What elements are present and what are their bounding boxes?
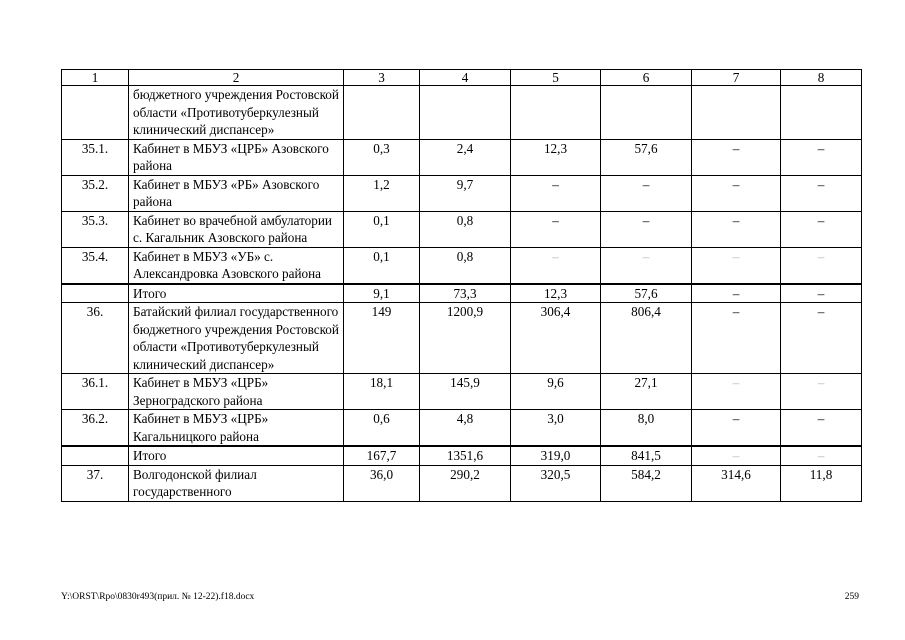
name-cell: Батайский филиал государственного бюджетного учреждения Ростовской области «Противотуберкулезный клинический диспансер»	[129, 303, 344, 374]
value-cell: –	[692, 446, 781, 465]
column-number-1: 1	[62, 70, 129, 86]
value-cell: 0,8	[420, 247, 511, 284]
row-number-cell	[62, 86, 129, 140]
value-cell: –	[601, 175, 692, 211]
value-cell: –	[781, 211, 862, 247]
row-number-cell: 36.1.	[62, 374, 129, 410]
row-number-cell: 37.	[62, 465, 129, 501]
value-cell: 4,8	[420, 410, 511, 447]
value-cell: –	[692, 139, 781, 175]
value-cell: 145,9	[420, 374, 511, 410]
value-cell: 12,3	[511, 284, 601, 303]
name-cell: Кабинет в МБУЗ «ЦРБ» Зерноградского района	[129, 374, 344, 410]
value-cell: 1200,9	[420, 303, 511, 374]
row-number-cell: 35.3.	[62, 211, 129, 247]
value-cell: 584,2	[601, 465, 692, 501]
value-cell: 8,0	[601, 410, 692, 447]
value-cell: 9,6	[511, 374, 601, 410]
table-row	[62, 211, 862, 247]
value-cell: 12,3	[511, 139, 601, 175]
table-row	[62, 86, 862, 140]
row-number-cell	[62, 284, 129, 303]
value-cell: 0,1	[344, 247, 420, 284]
table-row	[62, 175, 862, 211]
value-cell: 57,6	[601, 284, 692, 303]
name-cell: Кабинет в МБУЗ «ЦРБ» Азовского района	[129, 139, 344, 175]
name-cell: бюджетного учреждения Ростовской области «Противотуберкулезный клинический диспансер»	[129, 86, 344, 140]
row-number-cell	[62, 446, 129, 465]
value-cell: 1351,6	[420, 446, 511, 465]
value-cell: 320,5	[511, 465, 601, 501]
name-cell: Кабинет в МБУЗ «ЦРБ» Кагальницкого района	[129, 410, 344, 447]
value-cell: 18,1	[344, 374, 420, 410]
value-cell: 1,2	[344, 175, 420, 211]
value-cell: –	[692, 410, 781, 447]
page-number: 259	[844, 592, 859, 602]
value-cell: –	[692, 303, 781, 374]
value-cell: –	[692, 211, 781, 247]
value-cell: 167,7	[344, 446, 420, 465]
value-cell: 306,4	[511, 303, 601, 374]
value-cell: –	[511, 247, 601, 284]
value-cell: 11,8	[781, 465, 862, 501]
column-number-5: 5	[511, 70, 601, 86]
name-cell: Итого	[129, 284, 344, 303]
table-header-row	[62, 70, 862, 86]
table-row	[62, 446, 862, 465]
table-row	[62, 465, 862, 501]
name-cell: Волгодонской филиал государственного	[129, 465, 344, 501]
column-number-8: 8	[781, 70, 862, 86]
value-cell: 27,1	[601, 374, 692, 410]
value-cell: 36,0	[344, 465, 420, 501]
row-number-cell: 36.	[62, 303, 129, 374]
column-number-6: 6	[601, 70, 692, 86]
value-cell: –	[601, 247, 692, 284]
value-cell: –	[511, 211, 601, 247]
name-cell: Кабинет в МБУЗ «РБ» Азовского района	[129, 175, 344, 211]
value-cell: 2,4	[420, 139, 511, 175]
data-table	[61, 69, 862, 502]
value-cell: –	[511, 175, 601, 211]
value-cell: 0,8	[420, 211, 511, 247]
value-cell	[511, 86, 601, 140]
value-cell: –	[692, 374, 781, 410]
value-cell: 841,5	[601, 446, 692, 465]
value-cell: –	[781, 175, 862, 211]
value-cell: –	[781, 247, 862, 284]
table-row	[62, 374, 862, 410]
column-number-7: 7	[692, 70, 781, 86]
name-cell: Кабинет в МБУЗ «УБ» с. Александровка Азовского района	[129, 247, 344, 284]
table-row	[62, 284, 862, 303]
value-cell: 9,7	[420, 175, 511, 211]
value-cell: –	[601, 211, 692, 247]
value-cell: 319,0	[511, 446, 601, 465]
value-cell: 149	[344, 303, 420, 374]
column-number-4: 4	[420, 70, 511, 86]
value-cell: –	[781, 303, 862, 374]
value-cell: –	[781, 284, 862, 303]
column-number-3: 3	[344, 70, 420, 86]
value-cell: 806,4	[601, 303, 692, 374]
value-cell: –	[692, 175, 781, 211]
value-cell: 57,6	[601, 139, 692, 175]
value-cell: –	[781, 446, 862, 465]
name-cell: Итого	[129, 446, 344, 465]
value-cell: 0,3	[344, 139, 420, 175]
row-number-cell: 35.4.	[62, 247, 129, 284]
value-cell: –	[781, 410, 862, 447]
value-cell	[781, 86, 862, 140]
table-row	[62, 410, 862, 447]
value-cell	[420, 86, 511, 140]
value-cell: 3,0	[511, 410, 601, 447]
value-cell	[692, 86, 781, 140]
footer-file-path: Y:\ORST\Rpo\0830r493(прил. № 12-22).f18.docx	[61, 592, 255, 602]
value-cell: 290,2	[420, 465, 511, 501]
value-cell	[601, 86, 692, 140]
table-row	[62, 139, 862, 175]
value-cell: 0,6	[344, 410, 420, 447]
row-number-cell: 35.2.	[62, 175, 129, 211]
value-cell: –	[781, 139, 862, 175]
table-row	[62, 303, 862, 374]
table-row	[62, 247, 862, 284]
value-cell: 0,1	[344, 211, 420, 247]
column-number-2: 2	[129, 70, 344, 86]
value-cell: –	[692, 284, 781, 303]
row-number-cell: 36.2.	[62, 410, 129, 447]
value-cell: 73,3	[420, 284, 511, 303]
value-cell: 9,1	[344, 284, 420, 303]
name-cell: Кабинет во врачебной амбулатории с. Кагальник Азовского района	[129, 211, 344, 247]
value-cell: –	[781, 374, 862, 410]
row-number-cell: 35.1.	[62, 139, 129, 175]
value-cell	[344, 86, 420, 140]
value-cell: –	[692, 247, 781, 284]
value-cell: 314,6	[692, 465, 781, 501]
